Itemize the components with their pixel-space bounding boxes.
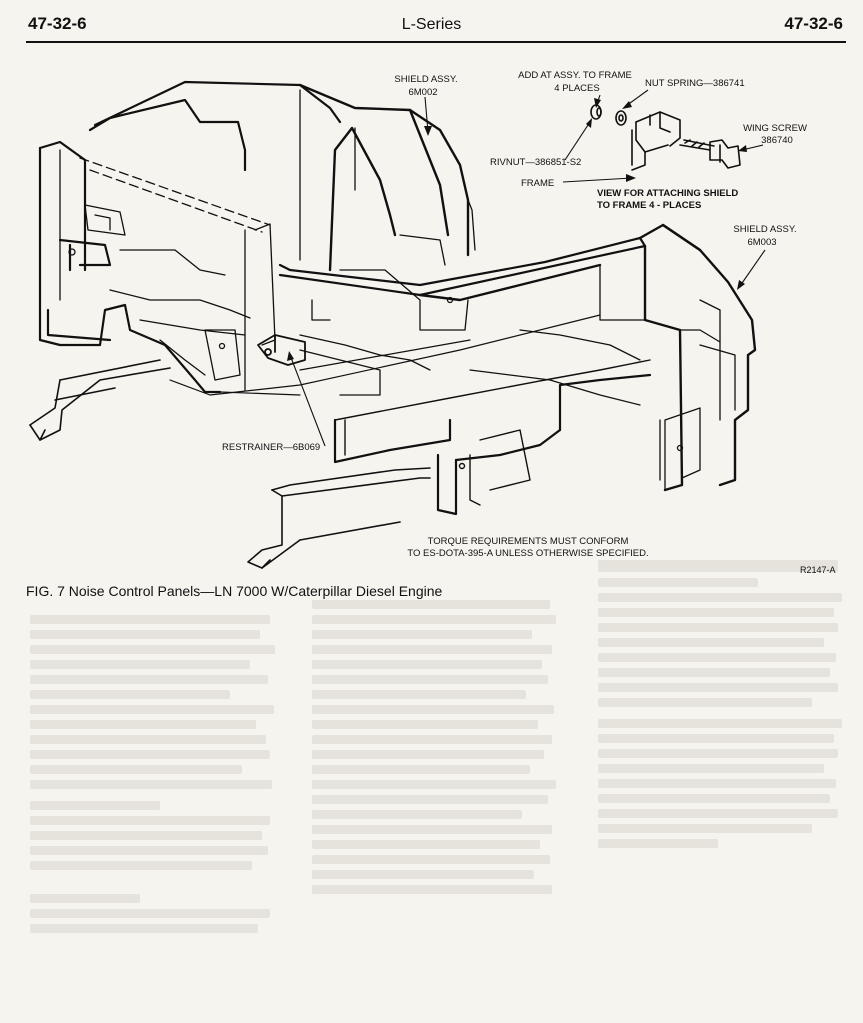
label-wing-screw-number: 386740 <box>761 135 793 146</box>
shield-6m003-details <box>470 265 735 490</box>
label-shield-6m002-number: 6M002 <box>408 87 438 98</box>
left-frame-rail <box>30 360 170 440</box>
label-view-for-attaching: VIEW FOR ATTACHING SHIELD <box>597 188 739 199</box>
label-rivnut: RIVNUT—386851-S2 <box>490 157 582 168</box>
label-to-frame-four-places: TO FRAME 4 - PLACES <box>597 200 702 211</box>
support-rods <box>80 158 270 232</box>
figure-caption: FIG. 7 Noise Control Panels—LN 7000 W/Caterpillar Diesel Engine <box>26 583 443 599</box>
label-nut-spring: NUT SPRING—386741 <box>645 78 745 89</box>
label-add-at-assy: ADD AT ASSY. TO FRAME <box>518 70 632 81</box>
shield-6m002-panel <box>300 85 468 270</box>
label-shield-6m003-number: 6M003 <box>747 237 777 248</box>
section-title: L-Series <box>401 16 462 33</box>
page-number-right: 47-32-6 <box>784 14 843 33</box>
label-four-places: 4 PLACES <box>554 83 600 94</box>
label-shield-6m003-title: SHIELD ASSY. <box>733 224 797 235</box>
label-restrainer: RESTRAINER—6B069 <box>222 442 321 453</box>
attachment-detail-view <box>591 105 740 170</box>
figure-reference-code: R2147-A <box>800 565 836 575</box>
page-number-left: 47-32-6 <box>28 14 87 33</box>
drawing-linework <box>30 82 755 568</box>
lower-frame-rail <box>248 468 430 568</box>
label-torque-spec: TO ES-DOTA-395-A UNLESS OTHERWISE SPECIFIED. <box>407 548 649 559</box>
engine-rail-lines <box>170 315 600 395</box>
label-torque-requirements: TORQUE REQUIREMENTS MUST CONFORM <box>427 536 629 547</box>
left-side-panel <box>40 82 340 392</box>
restrainer-bracket <box>258 335 305 365</box>
label-shield-6m002-title: SHIELD ASSY. <box>394 74 458 85</box>
label-frame: FRAME <box>521 178 555 189</box>
shield-6m003-panel <box>420 225 755 490</box>
label-wing-screw: WING SCREW <box>743 123 807 134</box>
left-panel-details <box>60 150 275 390</box>
shield-6m002-details <box>300 90 475 395</box>
